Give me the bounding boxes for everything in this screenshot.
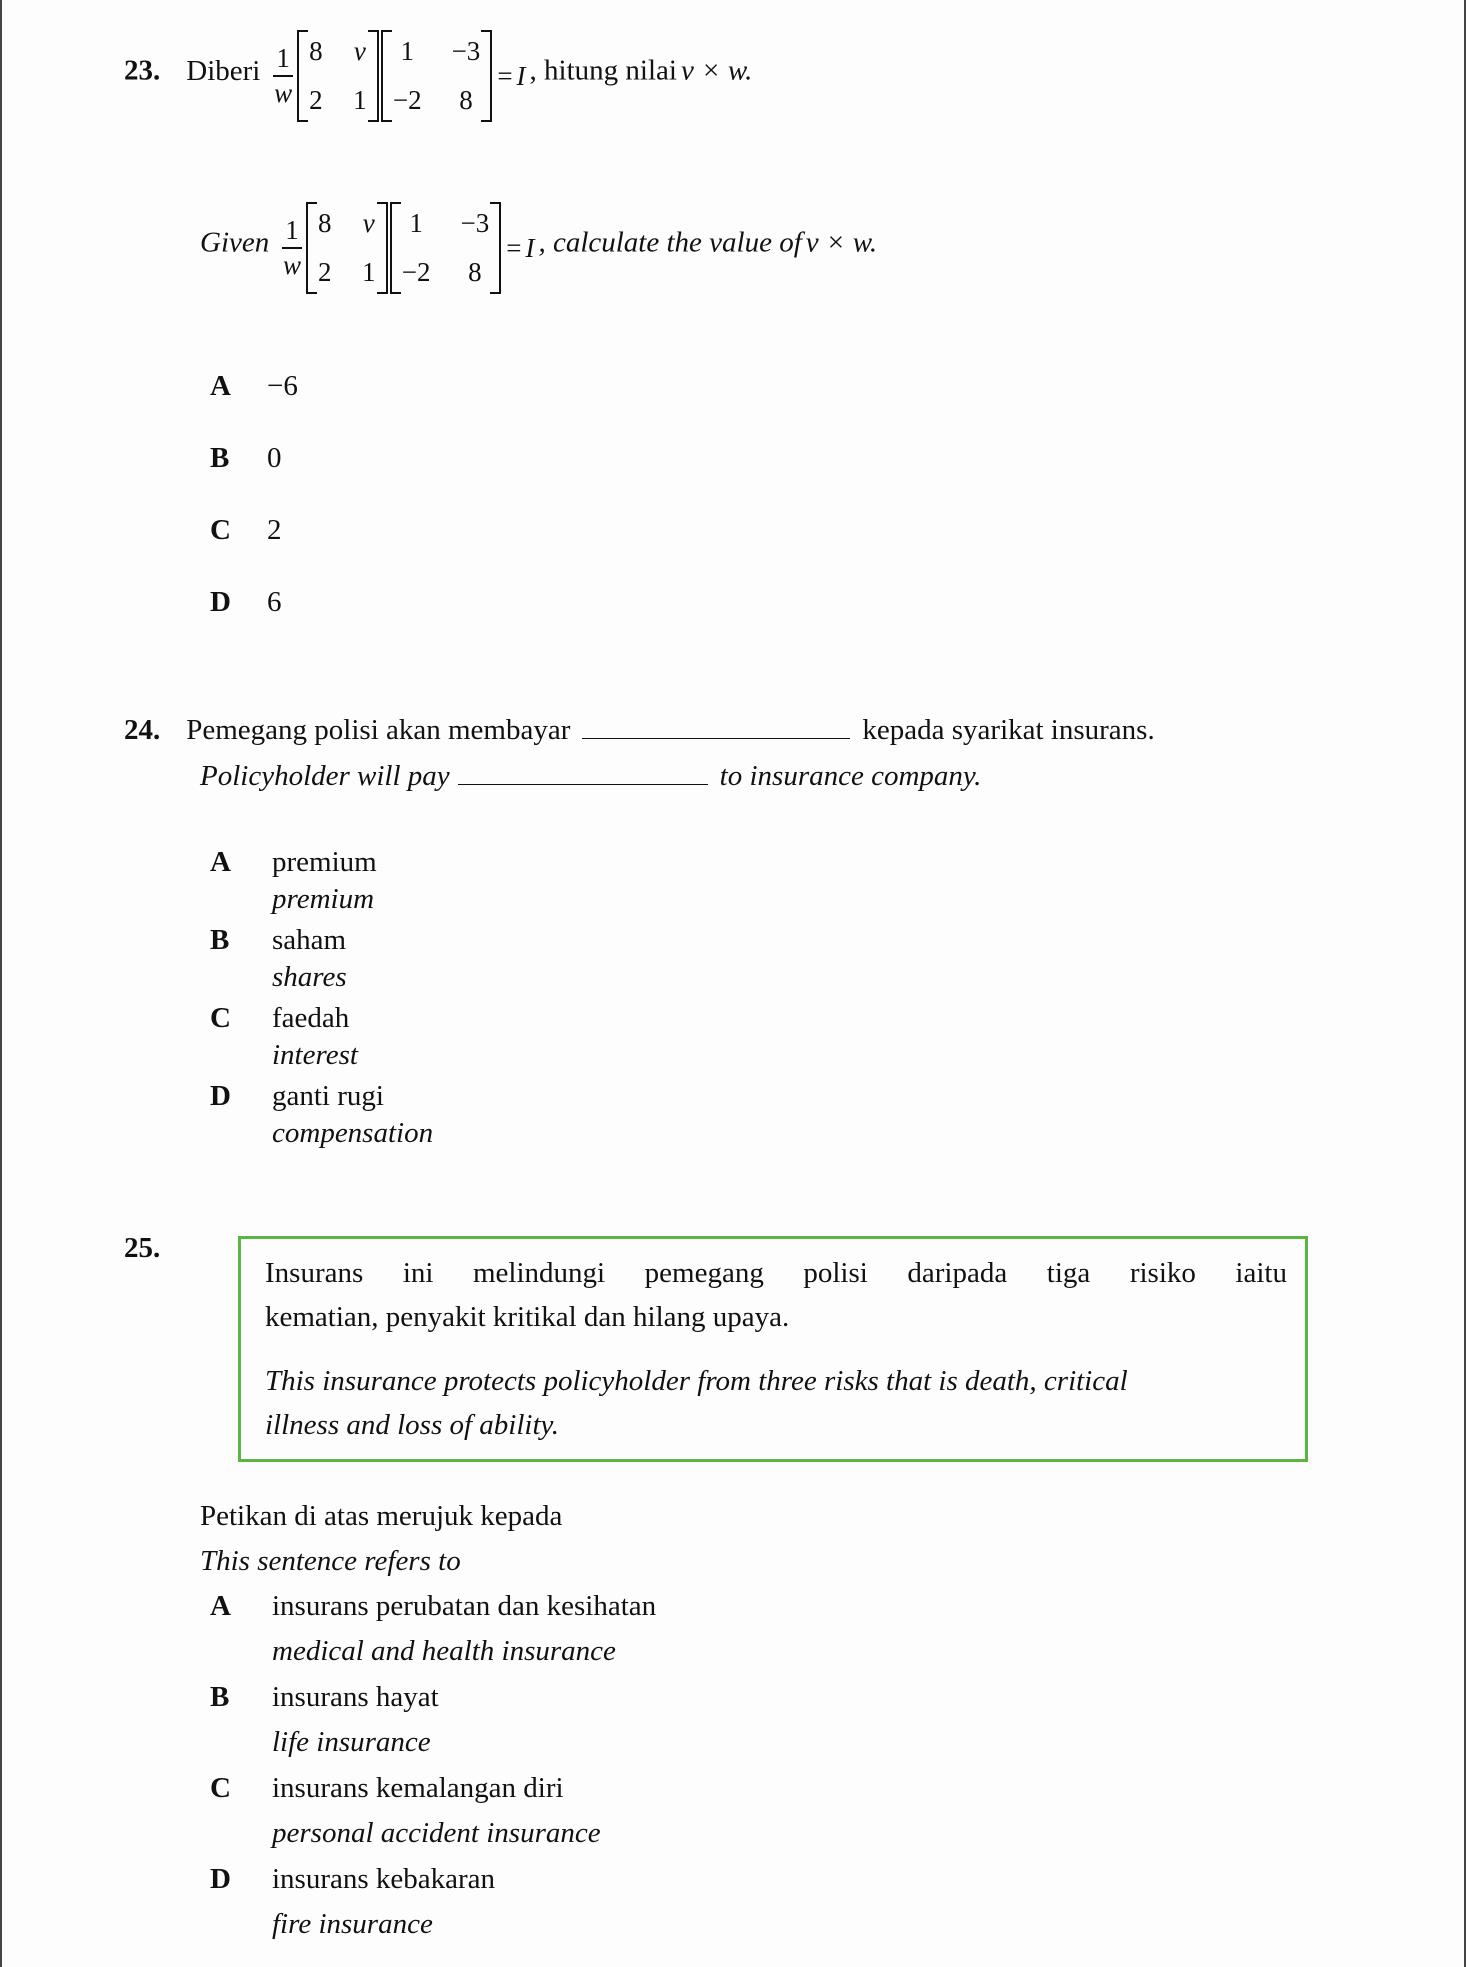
option-malay: faedah: [272, 1002, 350, 1034]
question-24-english-after: to insurance company.: [719, 760, 982, 792]
identity-matrix: I: [516, 60, 526, 91]
option-text: −6: [267, 370, 298, 402]
matrix-2: [390, 202, 501, 294]
matrix-cell: −3: [451, 36, 481, 66]
option-d[interactable]: [210, 586, 282, 619]
option-c[interactable]: [210, 1002, 358, 1072]
question-number: 23.: [124, 54, 161, 87]
option-letter: D: [210, 1080, 231, 1112]
option-d[interactable]: [210, 1080, 433, 1150]
passage-word: Insurans: [265, 1257, 364, 1289]
matrix-1: [297, 30, 379, 122]
fraction: [272, 45, 294, 107]
option-malay: insurans perubatan dan kesihatan: [272, 1590, 657, 1622]
option-text: 0: [267, 442, 282, 474]
matrix-cell: 1: [409, 208, 423, 238]
matrix-cell: v: [362, 208, 375, 238]
matrix-cell: 8: [318, 208, 332, 238]
option-c[interactable]: [210, 1772, 601, 1850]
option-letter: D: [210, 586, 231, 618]
passage-malay-words: [265, 1257, 1287, 1290]
option-letter: B: [210, 442, 230, 474]
matrix-2: [381, 30, 492, 122]
prompt-malay: Petikan di atas merujuk kepada: [200, 1500, 563, 1532]
passage-word: melindungi: [472, 1257, 606, 1289]
option-english: compensation: [272, 1117, 434, 1149]
option-d[interactable]: [210, 1863, 495, 1941]
option-malay: insurans kemalangan diri: [272, 1772, 564, 1804]
matrix-cell: 8: [459, 85, 473, 115]
option-letter: A: [210, 846, 231, 878]
option-b[interactable]: [210, 442, 282, 475]
passage-word: risiko: [1129, 1257, 1196, 1289]
fraction: [281, 217, 303, 279]
matrix-cell: −3: [460, 208, 490, 238]
option-malay: saham: [272, 924, 347, 956]
option-english: premium: [272, 883, 375, 915]
question-23-malay-prefix: Diberi: [186, 54, 261, 87]
option-malay: ganti rugi: [272, 1080, 384, 1112]
option-c[interactable]: [210, 514, 282, 547]
matrix-1: [306, 202, 388, 294]
option-a[interactable]: [210, 370, 298, 403]
passage-word: tiga: [1046, 1257, 1091, 1289]
matrix-cell: 8: [468, 257, 482, 287]
question-24-malay-after: kepada syarikat insurans.: [862, 714, 1155, 746]
passage-box: [238, 1236, 1308, 1462]
matrix-equation: [272, 30, 525, 122]
question-number: 25.: [124, 1232, 161, 1264]
matrix-cell: 1: [400, 36, 414, 66]
question-23-english-prefix: Given: [200, 226, 270, 259]
question-23-english-expr: v × w.: [805, 226, 878, 259]
passage-word: ini: [402, 1257, 434, 1289]
passage-malay-line-2: kematian, penyakit kritikal dan hilang upaya.: [265, 1301, 790, 1333]
question-number: 24.: [124, 714, 161, 746]
option-letter: C: [210, 1772, 231, 1804]
question-23-malay-suffix: , hitung nilai: [529, 54, 677, 87]
question-24-malay-line: [124, 714, 1155, 747]
option-english: personal accident insurance: [272, 1817, 601, 1849]
option-letter: B: [210, 1681, 230, 1713]
option-b[interactable]: [210, 1681, 439, 1759]
option-english: medical and health insurance: [272, 1635, 616, 1667]
matrix-cell: 2: [309, 85, 323, 115]
option-malay: insurans kebakaran: [272, 1863, 496, 1895]
option-text: 2: [267, 514, 282, 546]
option-letter: A: [210, 1590, 231, 1622]
option-letter: A: [210, 370, 231, 402]
matrix-cell: −2: [401, 257, 431, 287]
matrix-cell: 1: [362, 257, 376, 287]
matrix-cell: 2: [318, 257, 332, 287]
fraction-denominator: w: [274, 78, 293, 108]
passage-english-line-1: This insurance protects policyholder from three risks that is death, critical: [265, 1365, 1128, 1397]
option-a[interactable]: [210, 846, 377, 916]
prompt-english: This sentence refers to: [200, 1545, 461, 1577]
question-24-malay-before: Pemegang polisi akan membayar: [186, 714, 571, 746]
option-english: fire insurance: [272, 1908, 433, 1940]
option-letter: B: [210, 924, 230, 956]
identity-matrix: I: [525, 232, 535, 263]
question-23-malay-expr: v × w.: [680, 54, 753, 87]
answer-blank: [458, 784, 708, 785]
question-24-english-before: Policyholder will pay: [200, 760, 450, 792]
passage-english-line-2: illness and loss of ability.: [265, 1409, 560, 1441]
equals-sign: =: [497, 60, 513, 91]
question-24-english-line: [200, 760, 981, 793]
passage-malay-line-1: [265, 1257, 1287, 1290]
option-letter: C: [210, 1002, 231, 1034]
question-23-malay-line: [124, 30, 752, 122]
matrix-cell: 1: [353, 85, 367, 115]
passage-word: polisi: [803, 1257, 868, 1289]
matrix-cell: 8: [309, 36, 323, 66]
passage-word: daripada: [907, 1257, 1008, 1289]
option-text: 6: [267, 586, 282, 618]
fraction-numerator: 1: [285, 215, 299, 245]
option-b[interactable]: [210, 924, 347, 994]
question-23-english-line: [200, 202, 877, 294]
passage-word: iaitu: [1235, 1257, 1287, 1289]
option-english: shares: [272, 961, 347, 993]
option-malay: premium: [272, 846, 377, 878]
answer-blank: [582, 738, 850, 739]
option-english: interest: [272, 1039, 358, 1071]
option-letter: C: [210, 514, 231, 546]
matrix-equation-english: [281, 202, 534, 294]
equals-sign: =: [506, 232, 522, 263]
option-malay: insurans hayat: [272, 1681, 439, 1713]
fraction-numerator: 1: [276, 43, 290, 73]
matrix-cell: −2: [392, 85, 422, 115]
passage-word: pemegang: [644, 1257, 764, 1289]
fraction-denominator: w: [282, 250, 301, 280]
page-border-left: [0, 0, 2, 1967]
option-english: life insurance: [272, 1726, 431, 1758]
option-a[interactable]: [210, 1590, 656, 1668]
matrix-cell: v: [353, 36, 366, 66]
question-23-english-suffix: , calculate the value of: [538, 226, 802, 259]
option-letter: D: [210, 1863, 231, 1895]
